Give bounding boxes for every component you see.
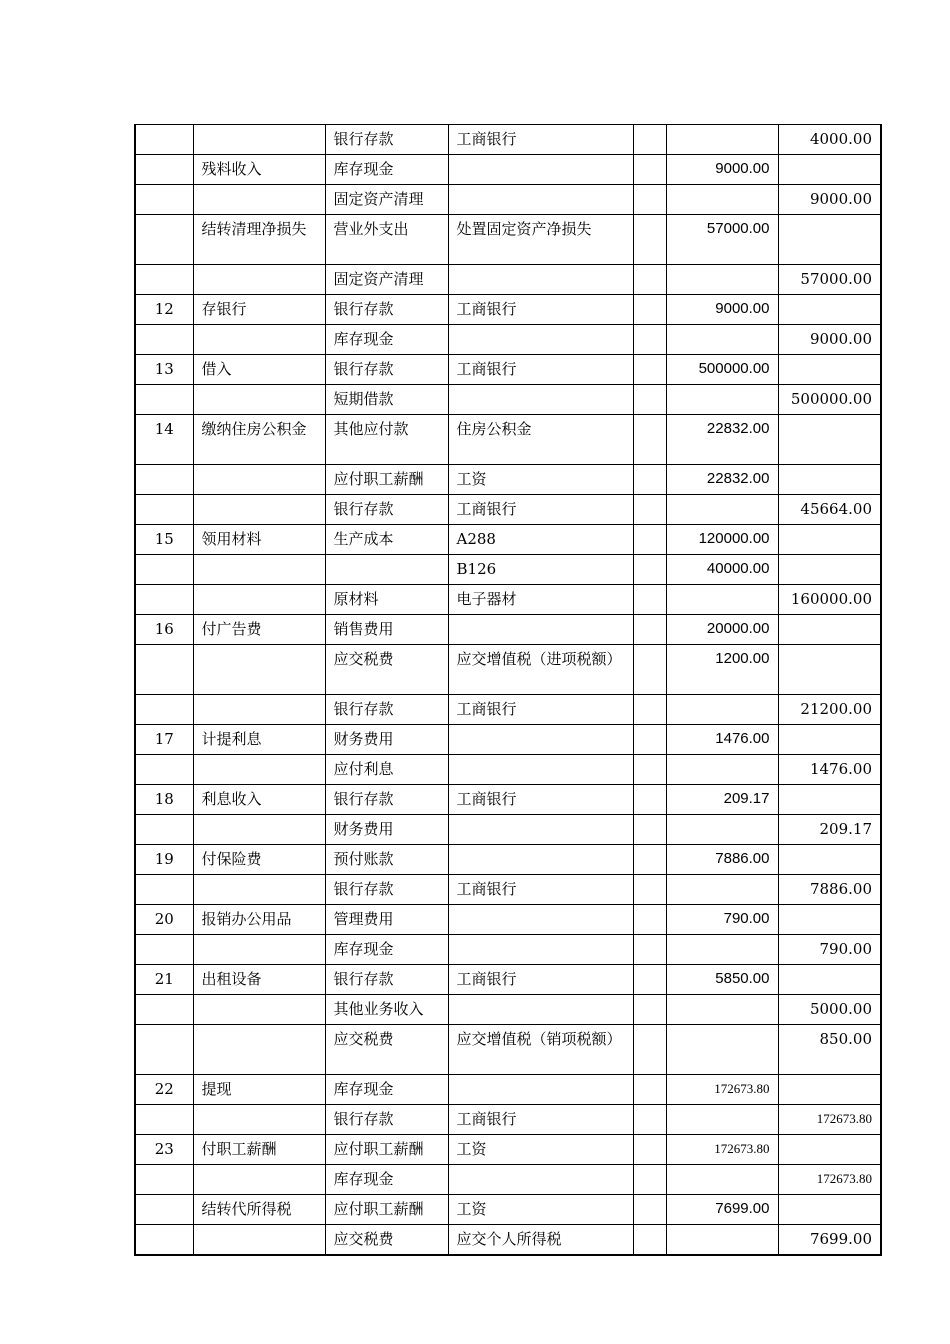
sub-account-cell: 工商银行 (448, 785, 633, 815)
entry-number-cell (135, 1165, 193, 1195)
table-row (135, 1135, 881, 1165)
account-cell: 营业外支出 (325, 215, 448, 265)
summary-cell (193, 815, 325, 845)
table-row (135, 1195, 881, 1225)
credit-amount-cell (778, 1075, 881, 1105)
journal-table (134, 124, 882, 1256)
table-row (135, 495, 881, 525)
mark-cell (633, 1135, 666, 1165)
sub-account-cell: 工商银行 (448, 695, 633, 725)
sub-account-cell (448, 1075, 633, 1105)
debit-amount-cell: 172673.80 (666, 1135, 778, 1165)
account-cell: 其他应付款 (325, 415, 448, 465)
table-row (135, 755, 881, 785)
credit-amount-cell (778, 725, 881, 755)
mark-cell (633, 155, 666, 185)
table-row (135, 695, 881, 725)
credit-amount-cell: 57000.00 (778, 265, 881, 295)
account-cell: 库存现金 (325, 935, 448, 965)
credit-amount-cell: 9000.00 (778, 185, 881, 215)
mark-cell (633, 585, 666, 615)
entry-number-cell: 14 (135, 415, 193, 465)
table-row (135, 965, 881, 995)
credit-amount-cell: 21200.00 (778, 695, 881, 725)
summary-cell: 存银行 (193, 295, 325, 325)
account-cell: 生产成本 (325, 525, 448, 555)
table-row (135, 725, 881, 755)
account-cell: 银行存款 (325, 695, 448, 725)
mark-cell (633, 185, 666, 215)
entry-number-cell (135, 215, 193, 265)
sub-account-cell: 工商银行 (448, 875, 633, 905)
table-row (135, 1105, 881, 1135)
sub-account-cell (448, 725, 633, 755)
table-row (135, 325, 881, 355)
summary-cell (193, 385, 325, 415)
account-cell: 库存现金 (325, 1075, 448, 1105)
summary-cell (193, 325, 325, 355)
entry-number-cell (135, 995, 193, 1025)
entry-number-cell (135, 935, 193, 965)
table-row (135, 415, 881, 465)
table-row (135, 995, 881, 1025)
credit-amount-cell: 209.17 (778, 815, 881, 845)
mark-cell (633, 125, 666, 155)
mark-cell (633, 325, 666, 355)
sub-account-cell (448, 755, 633, 785)
credit-amount-cell: 1476.00 (778, 755, 881, 785)
debit-amount-cell: 1200.00 (666, 645, 778, 695)
credit-amount-cell: 500000.00 (778, 385, 881, 415)
debit-amount-cell: 7886.00 (666, 845, 778, 875)
debit-amount-cell: 209.17 (666, 785, 778, 815)
mark-cell (633, 1225, 666, 1256)
sub-account-cell: 工商银行 (448, 355, 633, 385)
account-cell: 应交税费 (325, 645, 448, 695)
entry-number-cell (135, 815, 193, 845)
mark-cell (633, 1105, 666, 1135)
table-row (135, 155, 881, 185)
debit-amount-cell: 500000.00 (666, 355, 778, 385)
mark-cell (633, 905, 666, 935)
entry-number-cell (135, 495, 193, 525)
account-cell: 银行存款 (325, 965, 448, 995)
summary-cell: 结转代所得税 (193, 1195, 325, 1225)
sub-account-cell: 工资 (448, 1135, 633, 1165)
account-cell: 银行存款 (325, 875, 448, 905)
entry-number-cell (135, 1105, 193, 1135)
debit-amount-cell (666, 875, 778, 905)
mark-cell (633, 1075, 666, 1105)
debit-amount-cell: 22832.00 (666, 415, 778, 465)
credit-amount-cell (778, 905, 881, 935)
debit-amount-cell: 20000.00 (666, 615, 778, 645)
mark-cell (633, 935, 666, 965)
credit-amount-cell (778, 465, 881, 495)
credit-amount-cell: 160000.00 (778, 585, 881, 615)
account-cell: 财务费用 (325, 815, 448, 845)
mark-cell (633, 415, 666, 465)
summary-cell: 提现 (193, 1075, 325, 1105)
table-row (135, 385, 881, 415)
account-cell: 其他业务收入 (325, 995, 448, 1025)
credit-amount-cell: 850.00 (778, 1025, 881, 1075)
table-row (135, 1225, 881, 1256)
table-row (135, 1075, 881, 1105)
entry-number-cell (135, 875, 193, 905)
mark-cell (633, 875, 666, 905)
debit-amount-cell (666, 325, 778, 355)
summary-cell (193, 555, 325, 585)
sub-account-cell: 工商银行 (448, 495, 633, 525)
debit-amount-cell (666, 125, 778, 155)
account-cell: 预付账款 (325, 845, 448, 875)
debit-amount-cell: 22832.00 (666, 465, 778, 495)
summary-cell: 缴纳住房公积金 (193, 415, 325, 465)
summary-cell (193, 585, 325, 615)
mark-cell (633, 695, 666, 725)
table-row (135, 585, 881, 615)
summary-cell: 结转清理净损失 (193, 215, 325, 265)
sub-account-cell (448, 935, 633, 965)
table-row (135, 905, 881, 935)
summary-cell (193, 185, 325, 215)
mark-cell (633, 265, 666, 295)
entry-number-cell: 13 (135, 355, 193, 385)
mark-cell (633, 845, 666, 875)
mark-cell (633, 1195, 666, 1225)
table-row (135, 785, 881, 815)
summary-cell (193, 125, 325, 155)
table-row (135, 875, 881, 905)
entry-number-cell: 21 (135, 965, 193, 995)
sub-account-cell (448, 1165, 633, 1195)
table-row (135, 125, 881, 155)
account-cell: 应付职工薪酬 (325, 465, 448, 495)
debit-amount-cell (666, 695, 778, 725)
summary-cell (193, 1025, 325, 1075)
entry-number-cell: 17 (135, 725, 193, 755)
table-row (135, 935, 881, 965)
credit-amount-cell: 45664.00 (778, 495, 881, 525)
mark-cell (633, 465, 666, 495)
debit-amount-cell (666, 1025, 778, 1075)
table-row (135, 815, 881, 845)
sub-account-cell: 工商银行 (448, 965, 633, 995)
table-row (135, 845, 881, 875)
table-row (135, 1025, 881, 1075)
account-cell: 银行存款 (325, 1105, 448, 1135)
debit-amount-cell: 790.00 (666, 905, 778, 935)
credit-amount-cell: 5000.00 (778, 995, 881, 1025)
sub-account-cell (448, 385, 633, 415)
account-cell: 银行存款 (325, 495, 448, 525)
debit-amount-cell (666, 385, 778, 415)
credit-amount-cell: 9000.00 (778, 325, 881, 355)
sub-account-cell: 应交增值税（销项税额） (448, 1025, 633, 1075)
mark-cell (633, 1025, 666, 1075)
summary-cell: 付职工薪酬 (193, 1135, 325, 1165)
mark-cell (633, 355, 666, 385)
entry-number-cell: 22 (135, 1075, 193, 1105)
entry-number-cell (135, 155, 193, 185)
summary-cell (193, 755, 325, 785)
entry-number-cell (135, 695, 193, 725)
debit-amount-cell: 9000.00 (666, 155, 778, 185)
account-cell: 应付职工薪酬 (325, 1135, 448, 1165)
credit-amount-cell: 172673.80 (778, 1165, 881, 1195)
debit-amount-cell (666, 995, 778, 1025)
account-cell: 应付职工薪酬 (325, 1195, 448, 1225)
account-cell (325, 555, 448, 585)
mark-cell (633, 495, 666, 525)
sub-account-cell (448, 615, 633, 645)
table-row (135, 355, 881, 385)
debit-amount-cell (666, 935, 778, 965)
table-row (135, 295, 881, 325)
entry-number-cell (135, 325, 193, 355)
summary-cell: 付广告费 (193, 615, 325, 645)
credit-amount-cell (778, 845, 881, 875)
account-cell: 固定资产清理 (325, 185, 448, 215)
summary-cell: 领用材料 (193, 525, 325, 555)
credit-amount-cell (778, 355, 881, 385)
table-row (135, 185, 881, 215)
table-row (135, 1165, 881, 1195)
summary-cell: 报销办公用品 (193, 905, 325, 935)
credit-amount-cell (778, 785, 881, 815)
table-row (135, 525, 881, 555)
summary-cell: 付保险费 (193, 845, 325, 875)
table-row (135, 215, 881, 265)
entry-number-cell (135, 1025, 193, 1075)
mark-cell (633, 215, 666, 265)
account-cell: 销售费用 (325, 615, 448, 645)
sub-account-cell: 处置固定资产净损失 (448, 215, 633, 265)
entry-number-cell: 16 (135, 615, 193, 645)
entry-number-cell (135, 755, 193, 785)
credit-amount-cell (778, 555, 881, 585)
debit-amount-cell (666, 585, 778, 615)
mark-cell (633, 525, 666, 555)
debit-amount-cell (666, 265, 778, 295)
mark-cell (633, 295, 666, 325)
sub-account-cell: 应交增值税（进项税额） (448, 645, 633, 695)
credit-amount-cell (778, 155, 881, 185)
account-cell: 库存现金 (325, 325, 448, 355)
table-row (135, 555, 881, 585)
entry-number-cell (135, 265, 193, 295)
sub-account-cell: A288 (448, 525, 633, 555)
credit-amount-cell: 7886.00 (778, 875, 881, 905)
summary-cell (193, 1105, 325, 1135)
summary-cell: 出租设备 (193, 965, 325, 995)
entry-number-cell: 19 (135, 845, 193, 875)
sub-account-cell (448, 185, 633, 215)
mark-cell (633, 815, 666, 845)
mark-cell (633, 385, 666, 415)
account-cell: 库存现金 (325, 155, 448, 185)
sub-account-cell: 应交个人所得税 (448, 1225, 633, 1256)
debit-amount-cell: 120000.00 (666, 525, 778, 555)
debit-amount-cell (666, 1165, 778, 1195)
credit-amount-cell: 172673.80 (778, 1105, 881, 1135)
debit-amount-cell (666, 185, 778, 215)
sub-account-cell: 电子器材 (448, 585, 633, 615)
table-row (135, 465, 881, 495)
mark-cell (633, 645, 666, 695)
debit-amount-cell (666, 815, 778, 845)
summary-cell (193, 695, 325, 725)
table-row (135, 265, 881, 295)
debit-amount-cell: 57000.00 (666, 215, 778, 265)
entry-number-cell (135, 645, 193, 695)
sub-account-cell (448, 995, 633, 1025)
credit-amount-cell (778, 1195, 881, 1225)
summary-cell (193, 995, 325, 1025)
credit-amount-cell (778, 1135, 881, 1165)
debit-amount-cell: 7699.00 (666, 1195, 778, 1225)
account-cell: 固定资产清理 (325, 265, 448, 295)
summary-cell (193, 265, 325, 295)
summary-cell: 残料收入 (193, 155, 325, 185)
entry-number-cell (135, 185, 193, 215)
mark-cell (633, 785, 666, 815)
mark-cell (633, 755, 666, 785)
credit-amount-cell (778, 295, 881, 325)
summary-cell (193, 1165, 325, 1195)
credit-amount-cell: 7699.00 (778, 1225, 881, 1256)
account-cell: 应交税费 (325, 1225, 448, 1256)
sub-account-cell: 工商银行 (448, 295, 633, 325)
sub-account-cell: 工商银行 (448, 125, 633, 155)
debit-amount-cell: 9000.00 (666, 295, 778, 325)
entry-number-cell (135, 385, 193, 415)
mark-cell (633, 615, 666, 645)
table-row (135, 645, 881, 695)
summary-cell (193, 465, 325, 495)
mark-cell (633, 725, 666, 755)
sub-account-cell: 工商银行 (448, 1105, 633, 1135)
summary-cell (193, 495, 325, 525)
entry-number-cell: 15 (135, 525, 193, 555)
entry-number-cell: 18 (135, 785, 193, 815)
sub-account-cell: B126 (448, 555, 633, 585)
account-cell: 应交税费 (325, 1025, 448, 1075)
debit-amount-cell (666, 495, 778, 525)
entry-number-cell (135, 1225, 193, 1256)
summary-cell (193, 875, 325, 905)
debit-amount-cell: 172673.80 (666, 1075, 778, 1105)
account-cell: 短期借款 (325, 385, 448, 415)
account-cell: 应付利息 (325, 755, 448, 785)
credit-amount-cell: 4000.00 (778, 125, 881, 155)
summary-cell (193, 935, 325, 965)
account-cell: 库存现金 (325, 1165, 448, 1195)
credit-amount-cell (778, 525, 881, 555)
summary-cell: 计提利息 (193, 725, 325, 755)
table-row (135, 615, 881, 645)
entry-number-cell: 12 (135, 295, 193, 325)
account-cell: 银行存款 (325, 125, 448, 155)
entry-number-cell (135, 555, 193, 585)
entry-number-cell (135, 465, 193, 495)
entry-number-cell (135, 1195, 193, 1225)
debit-amount-cell (666, 1225, 778, 1256)
debit-amount-cell: 1476.00 (666, 725, 778, 755)
sub-account-cell: 工资 (448, 465, 633, 495)
entry-number-cell (135, 125, 193, 155)
entry-number-cell (135, 585, 193, 615)
credit-amount-cell (778, 215, 881, 265)
account-cell: 银行存款 (325, 355, 448, 385)
mark-cell (633, 965, 666, 995)
debit-amount-cell (666, 1105, 778, 1135)
sub-account-cell: 住房公积金 (448, 415, 633, 465)
summary-cell (193, 1225, 325, 1256)
sub-account-cell (448, 325, 633, 355)
sub-account-cell (448, 155, 633, 185)
account-cell: 原材料 (325, 585, 448, 615)
entry-number-cell: 20 (135, 905, 193, 935)
credit-amount-cell (778, 965, 881, 995)
credit-amount-cell (778, 415, 881, 465)
sub-account-cell (448, 265, 633, 295)
mark-cell (633, 995, 666, 1025)
credit-amount-cell (778, 615, 881, 645)
entry-number-cell: 23 (135, 1135, 193, 1165)
sub-account-cell (448, 905, 633, 935)
sub-account-cell (448, 845, 633, 875)
credit-amount-cell (778, 645, 881, 695)
debit-amount-cell: 40000.00 (666, 555, 778, 585)
account-cell: 财务费用 (325, 725, 448, 755)
debit-amount-cell (666, 755, 778, 785)
account-cell: 管理费用 (325, 905, 448, 935)
summary-cell (193, 645, 325, 695)
sub-account-cell (448, 815, 633, 845)
sub-account-cell: 工资 (448, 1195, 633, 1225)
mark-cell (633, 1165, 666, 1195)
summary-cell: 利息收入 (193, 785, 325, 815)
credit-amount-cell: 790.00 (778, 935, 881, 965)
journal-table-body (135, 125, 881, 1256)
mark-cell (633, 555, 666, 585)
summary-cell: 借入 (193, 355, 325, 385)
account-cell: 银行存款 (325, 785, 448, 815)
debit-amount-cell: 5850.00 (666, 965, 778, 995)
account-cell: 银行存款 (325, 295, 448, 325)
